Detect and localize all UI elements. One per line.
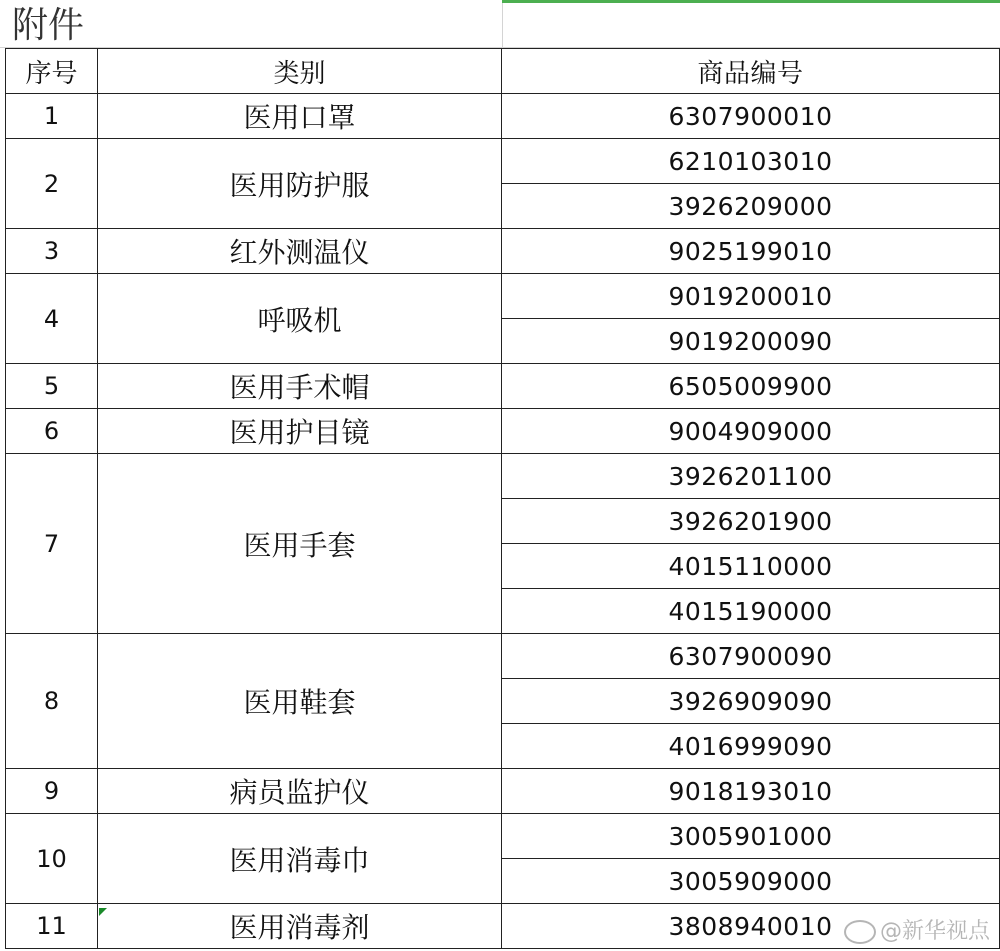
product-table [5, 48, 1000, 949]
cell-no[interactable]: 1 [6, 94, 98, 139]
cell-no[interactable]: 8 [6, 634, 98, 769]
header-category[interactable]: 类别 [98, 49, 502, 94]
cell-no[interactable]: 5 [6, 364, 98, 409]
cell-no[interactable]: 9 [6, 769, 98, 814]
cell-code[interactable]: 4015110000 [502, 544, 1000, 589]
cell-code[interactable]: 3926909090 [502, 679, 1000, 724]
table-row [6, 364, 1000, 409]
cell-code[interactable]: 3926209000 [502, 184, 1000, 229]
cell-code[interactable]: 3926201900 [502, 499, 1000, 544]
cell-category[interactable]: 医用消毒巾 [98, 814, 502, 904]
cell-code[interactable]: 3005909000 [502, 859, 1000, 904]
header-no[interactable]: 序号 [6, 49, 98, 94]
table-row [6, 814, 1000, 859]
table-row [6, 94, 1000, 139]
cell-code[interactable]: 6505009900 [502, 364, 1000, 409]
cell-category[interactable]: 医用防护服 [98, 139, 502, 229]
table-row [6, 139, 1000, 184]
cell-code[interactable]: 6307900010 [502, 94, 1000, 139]
cell-category[interactable]: 医用手套 [98, 454, 502, 634]
cell-code[interactable]: 4016999090 [502, 724, 1000, 769]
watermark [844, 914, 990, 945]
sheet-title: 附件 [12, 5, 85, 46]
cell-code[interactable]: 3926201100 [502, 454, 1000, 499]
cell-code[interactable]: 9019200010 [502, 274, 1000, 319]
table-header-row [6, 49, 1000, 94]
table-row [6, 229, 1000, 274]
cell-category[interactable]: 医用手术帽 [98, 364, 502, 409]
cell-no[interactable]: 2 [6, 139, 98, 229]
cell-category[interactable]: 红外测温仪 [98, 229, 502, 274]
cell-no[interactable]: 7 [6, 454, 98, 634]
cell-code[interactable]: 6210103010 [502, 139, 1000, 184]
cell-category[interactable]: 病员监护仪 [98, 769, 502, 814]
cell-code[interactable]: 9018193010 [502, 769, 1000, 814]
cell-code[interactable]: 3005901000 [502, 814, 1000, 859]
cell-category[interactable]: 医用护目镜 [98, 409, 502, 454]
cell-code[interactable]: 3808940010 [502, 904, 1000, 949]
cell-no[interactable]: 11 [6, 904, 98, 949]
cell-category[interactable]: 医用消毒剂 [98, 904, 502, 949]
table-row [6, 769, 1000, 814]
table-row [6, 634, 1000, 679]
cell-code[interactable]: 4015190000 [502, 589, 1000, 634]
table-row [6, 274, 1000, 319]
cell-code[interactable]: 9019200090 [502, 319, 1000, 364]
active-cell-indicator [502, 0, 1000, 3]
watermark-text: @新华视点 [879, 919, 990, 944]
cell-error-indicator [99, 908, 107, 916]
cell-code[interactable]: 6307900090 [502, 634, 1000, 679]
header-code[interactable]: 商品编号 [502, 49, 1000, 94]
sheet-gridline-vertical [502, 0, 503, 48]
weibo-icon [844, 920, 876, 944]
cell-category[interactable]: 医用鞋套 [98, 634, 502, 769]
table-row [6, 409, 1000, 454]
cell-code[interactable]: 9025199010 [502, 229, 1000, 274]
cell-no[interactable]: 4 [6, 274, 98, 364]
cell-category[interactable]: 呼吸机 [98, 274, 502, 364]
cell-category[interactable]: 医用口罩 [98, 94, 502, 139]
cell-code[interactable]: 9004909000 [502, 409, 1000, 454]
cell-no[interactable]: 3 [6, 229, 98, 274]
table-row [6, 454, 1000, 499]
cell-no[interactable]: 10 [6, 814, 98, 904]
cell-no[interactable]: 6 [6, 409, 98, 454]
